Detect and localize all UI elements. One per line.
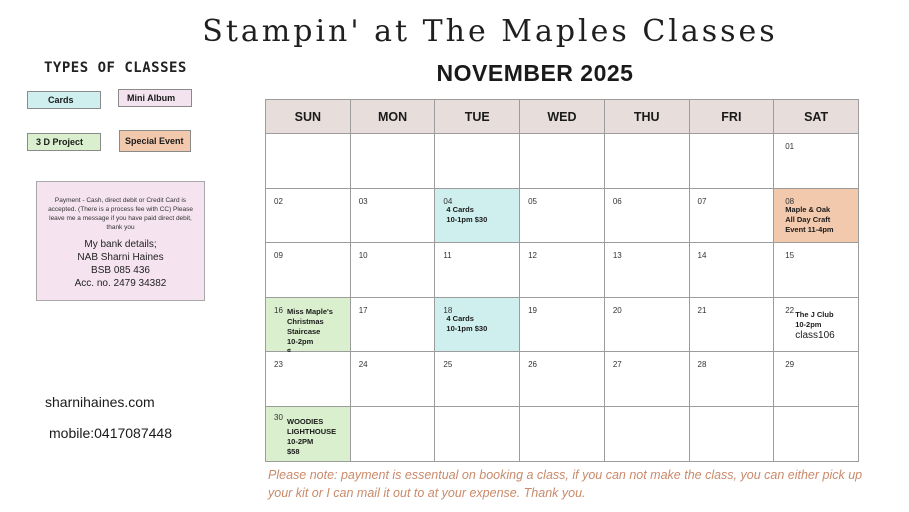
payment-info-box xyxy=(36,181,205,301)
day-cell-empty xyxy=(604,134,689,189)
week-row xyxy=(266,406,859,461)
date-number: 03 xyxy=(358,196,368,206)
week-row xyxy=(266,243,859,298)
day-cell-empty xyxy=(520,134,605,189)
day-cell-05 xyxy=(520,188,605,243)
day-header-wed: WED xyxy=(520,100,605,134)
page-title: Stampin' at The Maples Classes xyxy=(202,14,778,49)
day-cell-04 xyxy=(435,188,520,243)
legend-mini-album: Mini Album xyxy=(118,89,192,107)
date-number: 24 xyxy=(358,360,368,370)
bank-line-2: NAB Sharni Haines xyxy=(77,252,164,263)
day-header-sun: SUN xyxy=(266,100,351,134)
day-cell-empty xyxy=(435,406,520,461)
bank-line-4: Acc. no. 2479 34382 xyxy=(74,278,167,289)
day-cell-17 xyxy=(350,297,435,352)
date-number: 05 xyxy=(528,196,538,206)
day-cell-12 xyxy=(520,243,605,298)
day-cell-15 xyxy=(774,243,859,298)
event-jclub-class: class106 xyxy=(795,329,835,341)
mobile-text: mobile:0417087448 xyxy=(49,425,172,441)
event-cards-04: 4 Cards 10-1pm $30 xyxy=(446,204,488,224)
day-cell-28 xyxy=(689,352,774,407)
day-cell-30 xyxy=(266,406,351,461)
legend-3d-project: 3 D Project xyxy=(27,133,101,151)
week-row xyxy=(266,134,859,189)
day-cell-18 xyxy=(435,297,520,352)
date-number: 16 xyxy=(274,305,283,315)
day-cell-empty xyxy=(604,406,689,461)
week-row xyxy=(266,188,859,243)
day-cell-27 xyxy=(604,352,689,407)
date-number: 02 xyxy=(274,196,283,206)
day-header-tue: TUE xyxy=(435,100,520,134)
types-of-classes-heading: TYPES OF CLASSES xyxy=(44,60,187,76)
day-cell-07 xyxy=(689,188,774,243)
day-cell-22 xyxy=(774,297,859,352)
day-header-thu: THU xyxy=(604,100,689,134)
date-number: 11 xyxy=(443,251,452,261)
day-header-mon: MON xyxy=(350,100,435,134)
payment-note: Payment - Cash, direct debit or Credit Card is accepted. (There is a process fee with CC) Please leave me a message if you have paid direct debit, thank you xyxy=(48,197,193,231)
day-header-sat: SAT xyxy=(774,100,859,134)
day-cell-20 xyxy=(604,297,689,352)
day-cell-08 xyxy=(774,188,859,243)
day-cell-01 xyxy=(774,134,859,189)
day-cell-empty xyxy=(435,134,520,189)
month-heading: NOVEMBER 2025 xyxy=(436,60,634,86)
day-cell-empty xyxy=(520,406,605,461)
day-cell-09 xyxy=(266,243,351,298)
event-jclub-title: The J Club 10-2pm xyxy=(795,309,834,329)
day-cell-13 xyxy=(604,243,689,298)
day-cell-02 xyxy=(266,188,351,243)
day-cell-19 xyxy=(520,297,605,352)
day-cell-23 xyxy=(266,352,351,407)
calendar-header-row xyxy=(266,100,859,134)
day-cell-empty xyxy=(689,134,774,189)
date-number: 20 xyxy=(612,305,622,315)
date-number: 28 xyxy=(697,360,707,370)
event-jclub-22 xyxy=(795,310,834,341)
day-cell-26 xyxy=(520,352,605,407)
day-cell-empty xyxy=(350,406,435,461)
day-cell-21 xyxy=(689,297,774,352)
bank-line-3: BSB 085 436 xyxy=(91,265,150,276)
date-number: 27 xyxy=(612,360,622,370)
calendar-grid xyxy=(265,99,859,462)
date-number: 25 xyxy=(443,360,453,370)
date-number: 14 xyxy=(697,251,707,261)
day-cell-06 xyxy=(604,188,689,243)
date-number: 12 xyxy=(528,251,538,261)
date-number: 18 xyxy=(443,305,453,315)
event-3d-project-16: Miss Maple's Christmas Staircase 10-2pm xyxy=(287,306,333,346)
date-number: 22 xyxy=(785,305,795,315)
date-number: 09 xyxy=(274,251,283,261)
day-cell-empty xyxy=(689,406,774,461)
day-cell-16 xyxy=(266,297,351,352)
date-number: 23 xyxy=(274,360,283,370)
date-number: 06 xyxy=(612,196,622,206)
day-cell-empty xyxy=(266,134,351,189)
day-cell-11 xyxy=(435,243,520,298)
date-number: 07 xyxy=(697,196,707,206)
day-header-fri: FRI xyxy=(689,100,774,134)
day-cell-25 xyxy=(435,352,520,407)
day-cell-14 xyxy=(689,243,774,298)
date-number: 21 xyxy=(697,305,707,315)
date-number: 04 xyxy=(443,196,453,206)
day-cell-empty xyxy=(350,134,435,189)
date-number: 01 xyxy=(785,142,795,151)
day-cell-03 xyxy=(350,188,435,243)
date-number: 30 xyxy=(274,412,283,422)
day-cell-29 xyxy=(774,352,859,407)
date-number: 13 xyxy=(612,251,622,261)
date-number: 17 xyxy=(358,305,368,315)
event-3d-project-30: WOODIES LIGHTHOUSE 10-2PM $58 xyxy=(287,416,337,456)
day-cell-empty xyxy=(774,406,859,461)
day-cell-10 xyxy=(350,243,435,298)
day-cell-24 xyxy=(350,352,435,407)
event-cards-18: 4 Cards 10-1pm $30 xyxy=(446,313,488,333)
bank-line-1: My bank details; xyxy=(84,239,157,250)
week-row xyxy=(266,297,859,352)
date-number: 10 xyxy=(358,251,368,261)
legend-special-event: Special Event xyxy=(119,130,191,152)
legend-cards: Cards xyxy=(27,91,101,109)
date-number: 29 xyxy=(785,360,795,370)
website-text: sharnihaines.com xyxy=(45,394,155,410)
week-row xyxy=(266,352,859,407)
payment-footer-note: Please note: payment is essentual on booking a class, if you can not make the class, you can either pick up your kit or I can mail it out to at your expense. Thank you. xyxy=(268,468,863,500)
bank-details xyxy=(43,238,198,290)
date-number: 19 xyxy=(528,305,538,315)
event-special-08: Maple & Oak All Day Craft Event 11-4pm xyxy=(785,204,834,234)
date-number: 26 xyxy=(528,360,538,370)
date-number: 08 xyxy=(785,196,795,206)
date-number: 15 xyxy=(785,251,795,261)
